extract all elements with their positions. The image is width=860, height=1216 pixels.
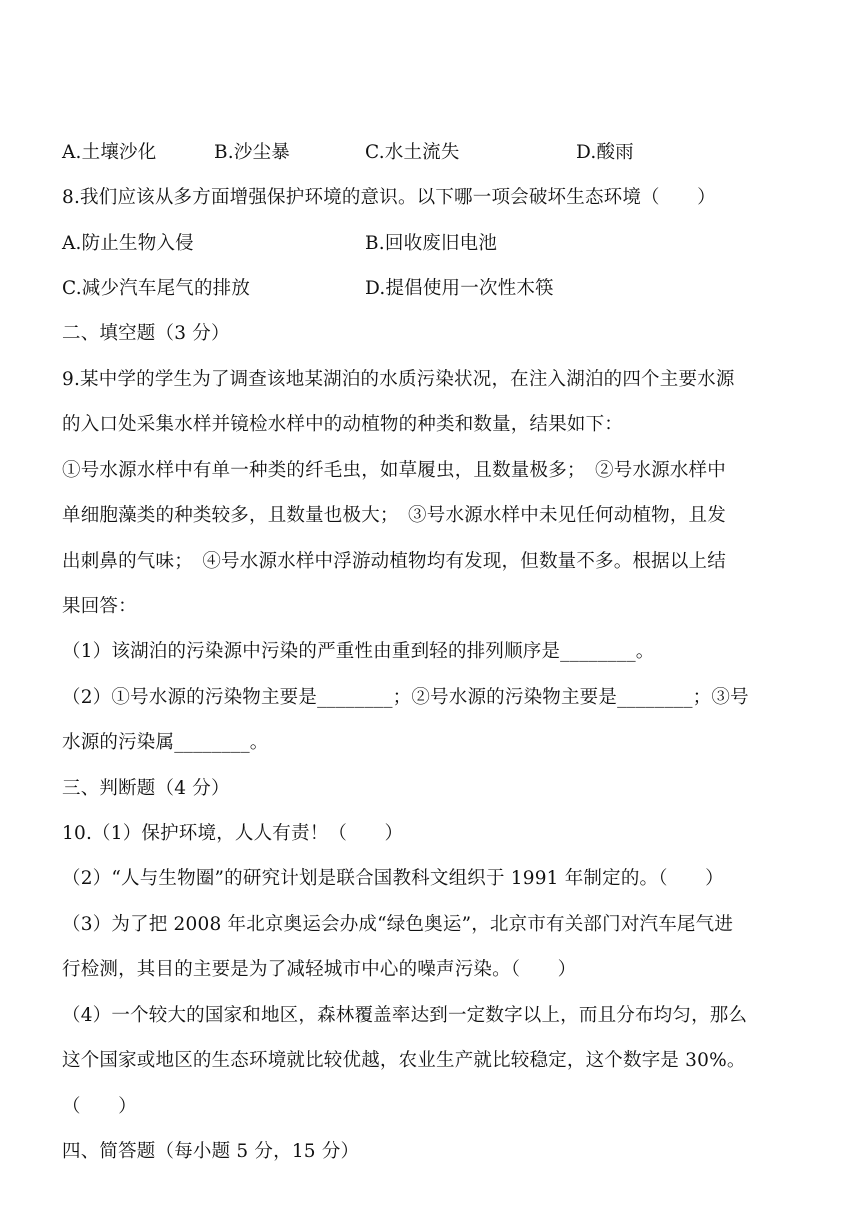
q9-line-6: 果回答： — [62, 596, 137, 617]
q8-option-a: A.防止生物入侵 — [62, 233, 194, 254]
q7-option-a: A.土壤沙化 — [62, 142, 157, 163]
q9-line-3: ①号水源水样中有单一种类的纤毛虫，如草履虫，且数量极多； ②号水源水样中 — [62, 460, 726, 481]
q10-item-2: （2）“人与生物圈”的研究计划是联合国教科文组织于 1991 年制定的。（ ） — [62, 868, 724, 889]
q8-options-row-1 — [62, 227, 802, 261]
q10-item-4-bracket: （ ） — [62, 1096, 137, 1117]
q9-sub-2-cont: 水源的污染属________。 — [62, 732, 269, 753]
q9-line-5: 出刺鼻的气味； ④号水源水样中浮游动植物均有发现，但数量不多。根据以上结 — [62, 551, 726, 572]
q9-sub-2: （2）①号水源的污染物主要是________；②号水源的污染物主要是________；③号 — [62, 687, 749, 708]
q10-item-3: （3）为了把 2008 年北京奥运会办成“绿色奥运”，北京市有关部门对汽车尾气进 — [62, 914, 734, 935]
q9-line-4: 单细胞藻类的种类较多，且数量也极大； ③号水源水样中未见任何动植物，且发 — [62, 505, 726, 526]
section-3-heading: 三、判断题（4 分） — [62, 778, 230, 799]
q7-options-row — [62, 136, 802, 170]
q10-item-4: （4）一个较大的国家和地区，森林覆盖率达到一定数字以上，而且分布均匀，那么 — [62, 1005, 748, 1026]
q8-stem: 8.我们应该从多方面增强保护环境的意识。以下哪一项会破坏生态环境（ ） — [62, 187, 716, 208]
q8-option-c: C.减少汽车尾气的排放 — [62, 278, 251, 299]
q7-option-d: D.酸雨 — [576, 142, 634, 163]
q9-sub-1: （1）该湖泊的污染源中污染的严重性由重到轻的排列顺序是________。 — [62, 641, 655, 662]
section-4-heading: 四、简答题（每小题 5 分，15 分） — [62, 1141, 360, 1162]
q10-item-3-cont: 行检测，其目的主要是为了减轻城市中心的噪声污染。（ ） — [62, 959, 577, 980]
q8-option-d: D.提倡使用一次性木筷 — [365, 278, 554, 299]
q7-option-c: C.水土流失 — [365, 142, 460, 163]
q9-line-1: 9.某中学的学生为了调查该地某湖泊的水质污染状况，在注入湖泊的四个主要水源 — [62, 369, 735, 390]
q10-item-1: 10.（1）保护环境，人人有责！（ ） — [62, 823, 404, 844]
section-2-heading: 二、填空题（3 分） — [62, 323, 230, 344]
q8-options-row-2 — [62, 272, 802, 306]
q10-item-4-cont: 这个国家或地区的生态环境就比较优越，农业生产就比较稳定，这个数字是 30%。 — [62, 1050, 746, 1071]
q9-line-2: 的入口处采集水样并镜检水样中的动植物的种类和数量，结果如下： — [62, 414, 624, 435]
q8-option-b: B.回收废旧电池 — [365, 233, 498, 254]
q7-option-b: B.沙尘暴 — [214, 142, 290, 163]
